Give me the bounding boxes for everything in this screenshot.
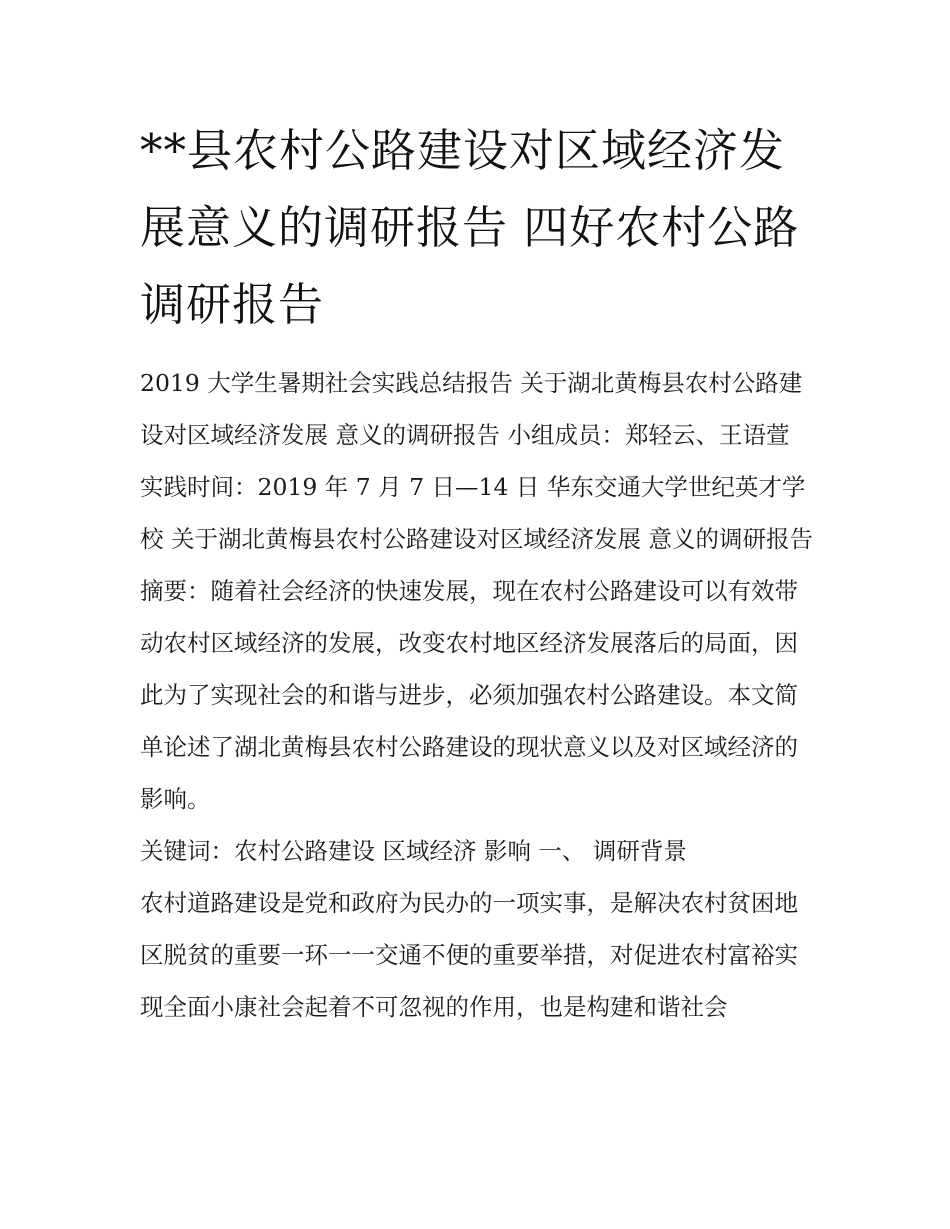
- paragraph-report-intro: 2019 大学生暑期社会实践总结报告 关于湖北黄梅县农村公路建设对区域经济发展 意义的调研报告 小组成员：郑轻云、王语萱: [140, 369, 803, 449]
- document-title: **县农村公路建设对区域经济发展意义的调研报告 四好农村公路调研报告: [140, 124, 800, 331]
- document-body: [140, 357, 820, 1033]
- paragraph-keywords: 关键词：农村公路建设 区域经济 影响 一、 调研背景: [140, 837, 687, 865]
- paragraph-abstract: 摘要：随着社会经济的快速发展，现在农村公路建设可以有效带动农村区域经济的发展，改变农村地区经济发展落后的局面，因此为了实现社会的和谐与进步，必须加强农村公路建设。本文简单论述了湖北黄梅县农村公路建设的现状意义以及对区域经济的影响。: [140, 577, 798, 813]
- paragraph-background: 农村道路建设是党和政府为民办的一项实事，是解决农村贫困地区脱贫的重要一环一一交通不便的重要举措，对促进农村富裕实现全面小康社会起着不可忽视的作用，也是构建和谐社会: [140, 889, 798, 1021]
- paragraph-practice-time: 实践时间：2019 年 7 月 7 日—14 日 华东交通大学世纪英才学校 关于湖北黄梅县农村公路建设对区域经济发展 意义的调研报告: [140, 473, 813, 553]
